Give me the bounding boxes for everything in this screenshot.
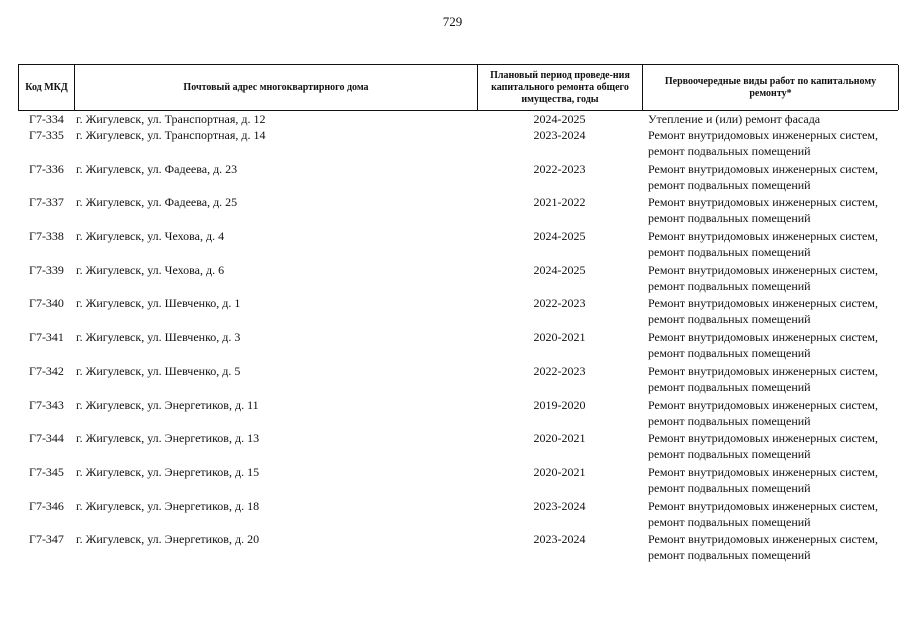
row-code: Г7-341 <box>29 330 64 345</box>
row-code: Г7-338 <box>29 229 64 244</box>
row-works-line2: ремонт подвальных помещений <box>648 514 811 529</box>
row-code: Г7-343 <box>29 397 64 412</box>
row-works-line2: ремонт подвальных помещений <box>648 480 811 495</box>
row-period: 2023-2024 <box>533 532 586 547</box>
row-works-line2: ремонт подвальных помещений <box>648 312 811 327</box>
row-works <box>642 329 898 363</box>
row-address: г. Жигулевск, ул. Чехова, д. 6 <box>76 262 225 277</box>
table-row <box>18 498 898 532</box>
row-period: 2024-2025 <box>533 112 586 126</box>
row-period: 2023-2024 <box>533 498 586 513</box>
row-address: г. Жигулевск, ул. Шевченко, д. 5 <box>76 363 241 378</box>
row-works <box>642 127 898 161</box>
row-address: г. Жигулевск, ул. Транспортная, д. 14 <box>76 128 266 142</box>
row-works-line2: ремонт подвальных помещений <box>648 278 811 293</box>
row-code: Г7-344 <box>29 431 64 446</box>
header-period: Плановый период проведе-ния капитального ремонта общего имущества, годы <box>478 65 643 110</box>
table-row <box>18 329 898 363</box>
repair-schedule-table <box>18 64 898 565</box>
row-works-line1: Ремонт внутридомовых инженерных систем, <box>648 431 878 446</box>
row-code: Г7-337 <box>29 195 64 210</box>
row-code: Г7-336 <box>29 161 64 176</box>
row-period: 2022-2023 <box>533 161 586 176</box>
row-works <box>642 111 898 127</box>
row-works-line2: ремонт подвальных помещений <box>648 211 811 226</box>
header-code: Код МКД <box>19 65 75 110</box>
row-period: 2020-2021 <box>533 464 586 479</box>
row-period: 2020-2021 <box>533 330 586 345</box>
table-row <box>18 531 898 565</box>
row-works <box>642 194 898 228</box>
row-period: 2023-2024 <box>533 128 586 142</box>
table-row <box>18 464 898 498</box>
table-body <box>18 111 898 565</box>
row-works <box>642 161 898 195</box>
row-period: 2022-2023 <box>533 363 586 378</box>
row-works <box>642 464 898 498</box>
row-works-line2: ремонт подвальных помещений <box>648 177 811 192</box>
table-row <box>18 111 898 127</box>
row-works-line1: Ремонт внутридомовых инженерных систем, <box>648 262 878 277</box>
table-row <box>18 363 898 397</box>
row-address: г. Жигулевск, ул. Транспортная, д. 12 <box>76 112 266 126</box>
row-code: Г7-347 <box>29 532 64 547</box>
row-address: г. Жигулевск, ул. Энергетиков, д. 20 <box>76 532 260 547</box>
row-works-line1: Ремонт внутридомовых инженерных систем, <box>648 229 878 244</box>
row-works-line2: ремонт подвальных помещений <box>648 413 811 428</box>
row-works-line2: ремонт подвальных помещений <box>648 245 811 260</box>
row-works-line1: Ремонт внутридомовых инженерных систем, <box>648 330 878 345</box>
row-period: 2021-2022 <box>533 195 586 210</box>
row-works-line2: ремонт подвальных помещений <box>648 144 811 158</box>
row-works-line2: ремонт подвальных помещений <box>648 379 811 394</box>
row-works-line2: ремонт подвальных помещений <box>648 548 811 563</box>
table-row <box>18 127 898 161</box>
row-period: 2020-2021 <box>533 431 586 446</box>
row-address: г. Жигулевск, ул. Энергетиков, д. 18 <box>76 498 260 513</box>
row-works-line1: Утепление и (или) ремонт фасада <box>648 112 821 126</box>
row-works <box>642 262 898 296</box>
row-code: Г7-342 <box>29 363 64 378</box>
row-works-line1: Ремонт внутридомовых инженерных систем, <box>648 161 878 176</box>
row-works-line1: Ремонт внутридомовых инженерных систем, <box>648 128 878 142</box>
row-works-line1: Ремонт внутридомовых инженерных систем, <box>648 397 878 412</box>
row-code: Г7-335 <box>29 128 64 142</box>
row-code: Г7-340 <box>29 296 64 311</box>
table-row <box>18 194 898 228</box>
row-works <box>642 363 898 397</box>
row-code: Г7-339 <box>29 262 64 277</box>
row-address: г. Жигулевск, ул. Энергетиков, д. 11 <box>76 397 259 412</box>
header-works: Первоочередные виды работ по капитальному ремонту* <box>643 65 899 110</box>
row-works <box>642 531 898 565</box>
page-number: 729 <box>442 14 463 29</box>
row-works-line1: Ремонт внутридомовых инженерных систем, <box>648 498 878 513</box>
row-address: г. Жигулевск, ул. Шевченко, д. 3 <box>76 330 241 345</box>
row-address: г. Жигулевск, ул. Фадеева, д. 23 <box>76 161 238 176</box>
row-works-line1: Ремонт внутридомовых инженерных систем, <box>648 296 878 311</box>
row-works-line1: Ремонт внутридомовых инженерных систем, <box>648 464 878 479</box>
row-works <box>642 430 898 464</box>
row-period: 2022-2023 <box>533 296 586 311</box>
row-code: Г7-345 <box>29 464 64 479</box>
row-period: 2024-2025 <box>533 229 586 244</box>
row-works-line1: Ремонт внутридомовых инженерных систем, <box>648 363 878 378</box>
row-works <box>642 397 898 431</box>
table-row <box>18 397 898 431</box>
row-code: Г7-334 <box>29 112 64 126</box>
row-works-line1: Ремонт внутридомовых инженерных систем, <box>648 195 878 210</box>
row-address: г. Жигулевск, ул. Энергетиков, д. 15 <box>76 464 260 479</box>
table-row <box>18 295 898 329</box>
row-period: 2024-2025 <box>533 262 586 277</box>
row-address: г. Жигулевск, ул. Чехова, д. 4 <box>76 229 225 244</box>
row-address: г. Жигулевск, ул. Шевченко, д. 1 <box>76 296 241 311</box>
table-row <box>18 161 898 195</box>
header-address: Почтовый адрес многоквартирного дома <box>75 65 478 110</box>
row-works-line2: ремонт подвальных помещений <box>648 346 811 361</box>
table-row <box>18 228 898 262</box>
table-row <box>18 262 898 296</box>
row-works <box>642 228 898 262</box>
row-code: Г7-346 <box>29 498 64 513</box>
row-works <box>642 295 898 329</box>
table-header <box>18 64 898 111</box>
row-works <box>642 498 898 532</box>
row-address: г. Жигулевск, ул. Фадеева, д. 25 <box>76 195 238 210</box>
row-period: 2019-2020 <box>533 397 586 412</box>
table-row <box>18 430 898 464</box>
row-address: г. Жигулевск, ул. Энергетиков, д. 13 <box>76 431 260 446</box>
row-works-line2: ремонт подвальных помещений <box>648 447 811 462</box>
row-works-line1: Ремонт внутридомовых инженерных систем, <box>648 532 878 547</box>
